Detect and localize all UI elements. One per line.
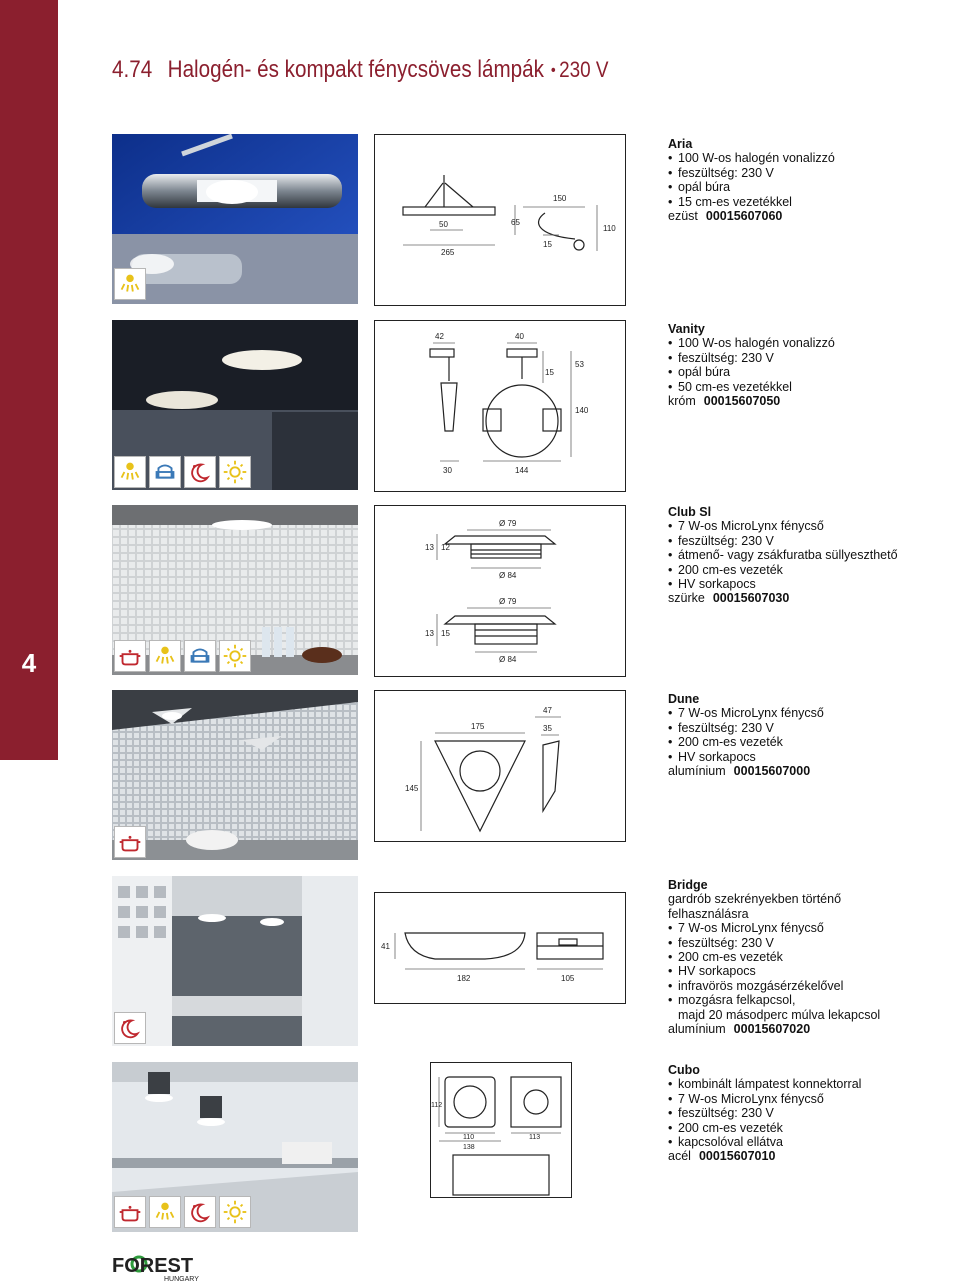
club-dim-h1: 13 xyxy=(425,543,434,552)
aria-dim-height: 110 xyxy=(603,224,616,233)
feature: • 15 cm-es vezetékkel xyxy=(668,195,948,209)
feature: • infravörös mozgásérzékelővel xyxy=(668,979,948,993)
cubo-description xyxy=(668,1063,948,1164)
dune-description xyxy=(668,692,948,778)
sun-icon xyxy=(219,456,251,488)
dune-drawing xyxy=(374,690,626,842)
feature-continued: majd 20 másodperc múlva lekapcsol xyxy=(678,1007,881,1022)
club-dim-h4: 15 xyxy=(441,629,450,638)
feature: • feszültség: 230 V xyxy=(668,1106,948,1120)
cubo-dim-overall: 138 xyxy=(463,1144,475,1151)
intro-line: gardrób szekrényekben történő xyxy=(668,892,842,907)
bridge-icons xyxy=(114,1012,146,1044)
finish-line xyxy=(668,591,948,605)
aria-dim-width: 150 xyxy=(553,194,567,203)
club-dim-h3: 13 xyxy=(425,629,434,638)
feature: • 200 cm-es vezeték xyxy=(668,735,948,749)
aria-description xyxy=(668,137,948,223)
bridge-photo xyxy=(112,876,358,1046)
finish: króm xyxy=(668,394,696,409)
club-dim-h2: 12 xyxy=(441,543,450,552)
product-name: Club Sl xyxy=(668,505,712,519)
feature: • kombinált lámpatest konnektorral xyxy=(668,1077,948,1091)
vanity-dim-b: 40 xyxy=(515,332,524,341)
feature: • 7 W-os MicroLynx fénycső xyxy=(668,519,948,533)
product-name: Bridge xyxy=(668,878,708,892)
finish: ezüst xyxy=(668,209,698,224)
cubo-icons xyxy=(114,1196,251,1228)
forest-logo xyxy=(112,1252,232,1282)
feature: • 7 W-os MicroLynx fénycső xyxy=(668,921,948,935)
vanity-dim-e: 140 xyxy=(575,406,589,415)
shower-icon xyxy=(114,456,146,488)
feature: • opál búra xyxy=(668,180,948,194)
feature: • feszültség: 230 V xyxy=(668,936,948,950)
club-dim-top2: Ø 79 xyxy=(499,597,517,606)
cubo-dim-depth: 113 xyxy=(529,1134,541,1141)
chapter-tab xyxy=(0,0,58,760)
section-number: 4.74 xyxy=(112,56,153,83)
night-icon xyxy=(114,1012,146,1044)
feature: • feszültség: 230 V xyxy=(668,534,948,548)
feature: • kapcsolóval ellátva xyxy=(668,1135,948,1149)
product-name: Cubo xyxy=(668,1063,700,1077)
shower-icon xyxy=(149,1196,181,1228)
dune-icons xyxy=(114,826,146,858)
cubo-dim-width: 110 xyxy=(463,1134,475,1141)
dune-dim-inner: 35 xyxy=(543,724,552,733)
feature: • mozgásra felkapcsol, xyxy=(668,993,948,1007)
vanity-dim-c: 15 xyxy=(545,368,554,377)
pot-icon xyxy=(114,826,146,858)
vanity-icons xyxy=(114,456,251,488)
title-voltage: 230 V xyxy=(559,57,609,82)
feature: • HV sorkapocs xyxy=(668,750,948,764)
feature: • HV sorkapocs xyxy=(668,577,948,591)
feature: • 200 cm-es vezeték xyxy=(668,950,948,964)
finish-line xyxy=(668,394,948,408)
dune-dim-height: 145 xyxy=(405,784,419,793)
vanity-dim-a: 42 xyxy=(435,332,444,341)
armchair-icon xyxy=(149,456,181,488)
feature: • feszültség: 230 V xyxy=(668,721,948,735)
chapter-number: 4 xyxy=(21,648,37,678)
product-code: 00015607060 xyxy=(705,209,783,224)
feature: • 200 cm-es vezeték xyxy=(668,563,948,577)
logo-subtext: HUNGARY xyxy=(164,1276,199,1282)
pot-icon xyxy=(114,640,146,672)
bridge-dim-height: 41 xyxy=(381,942,390,951)
product-code: 00015607030 xyxy=(712,591,790,606)
finish-line xyxy=(668,209,948,223)
pot-icon xyxy=(114,1196,146,1228)
cubo-dim-height: 112 xyxy=(431,1102,443,1109)
night-icon xyxy=(184,1196,216,1228)
feature: • 7 W-os MicroLynx fénycső xyxy=(668,706,948,720)
sun-icon xyxy=(219,640,251,672)
finish: alumínium xyxy=(668,1022,726,1037)
feature: • átmenő- vagy zsákfuratba süllyeszthető xyxy=(668,548,948,562)
club-dim-top: Ø 79 xyxy=(499,519,517,528)
feature: • 100 W-os halogén vonalizzó xyxy=(668,336,948,350)
feature: • opál búra xyxy=(668,365,948,379)
feature: • feszültség: 230 V xyxy=(668,166,948,180)
armchair-icon xyxy=(184,640,216,672)
sun-icon xyxy=(219,1196,251,1228)
finish: szürke xyxy=(668,591,705,606)
club-icons xyxy=(114,640,251,672)
club-dim-cut: Ø 84 xyxy=(499,571,517,580)
product-name: Dune xyxy=(668,692,700,706)
product-code: 00015607010 xyxy=(698,1149,776,1164)
cubo-drawing xyxy=(430,1062,572,1198)
vanity-dim-f: 30 xyxy=(443,466,452,475)
bridge-description xyxy=(668,878,948,1036)
night-icon xyxy=(184,456,216,488)
club-dim-cut2: Ø 84 xyxy=(499,655,517,664)
product-code: 00015607020 xyxy=(733,1022,811,1037)
logo-text: FOREST xyxy=(112,1255,194,1277)
aria-drawing xyxy=(374,134,626,306)
feature: • 7 W-os MicroLynx fénycső xyxy=(668,1092,948,1106)
aria-dim-offset: 15 xyxy=(543,240,552,249)
aria-dim-depth: 65 xyxy=(511,218,520,227)
aria-photo xyxy=(112,134,358,304)
finish: alumínium xyxy=(668,764,726,779)
title-bullet: • xyxy=(550,61,556,79)
dune-dim-depth: 47 xyxy=(543,706,552,715)
shower-icon xyxy=(114,268,146,300)
feature: • feszültség: 230 V xyxy=(668,351,948,365)
feature: • 100 W-os halogén vonalizzó xyxy=(668,151,948,165)
vanity-dim-g: 144 xyxy=(515,466,529,475)
aria-dim-arm: 50 xyxy=(439,220,448,229)
finish-line xyxy=(668,1149,948,1163)
finish-line xyxy=(668,764,948,778)
title-text: Halogén- és kompakt fénycsöves lámpák xyxy=(167,56,544,83)
page-title xyxy=(112,56,609,84)
vanity-drawing xyxy=(374,320,626,492)
intro-line: felhasználásra xyxy=(668,906,749,921)
aria-icons xyxy=(114,268,146,300)
dune-dim-width: 175 xyxy=(471,722,485,731)
bridge-dim-width: 182 xyxy=(457,974,471,983)
product-name: Aria xyxy=(668,137,693,151)
product-name: Vanity xyxy=(668,322,705,336)
bridge-drawing xyxy=(374,892,626,1004)
product-code: 00015607000 xyxy=(733,764,811,779)
aria-dim-length: 265 xyxy=(441,248,455,257)
club-drawing xyxy=(374,505,626,677)
feature: • 50 cm-es vezetékkel xyxy=(668,380,948,394)
feature: • HV sorkapocs xyxy=(668,964,948,978)
product-code: 00015607050 xyxy=(703,394,781,409)
feature: • 200 cm-es vezeték xyxy=(668,1121,948,1135)
shower-icon xyxy=(149,640,181,672)
club-description xyxy=(668,505,948,606)
finish-line xyxy=(668,1022,948,1036)
finish: acél xyxy=(668,1149,691,1164)
vanity-dim-d: 53 xyxy=(575,360,584,369)
vanity-description xyxy=(668,322,948,408)
bridge-dim-depth: 105 xyxy=(561,974,575,983)
dune-photo xyxy=(112,690,358,860)
